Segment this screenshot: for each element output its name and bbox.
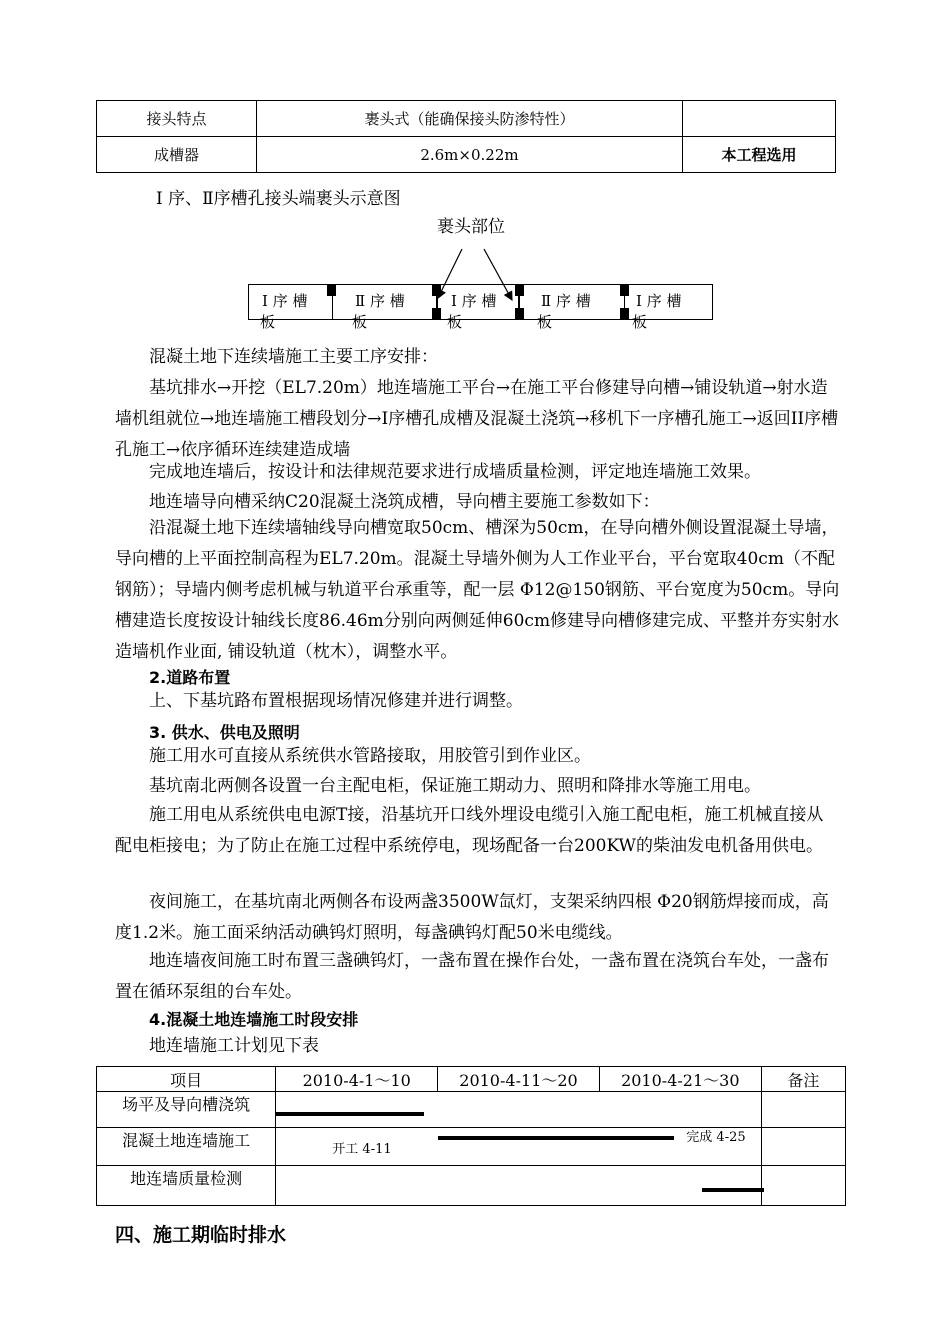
section-heading: 4.混凝土地连墙施工时段安排 <box>149 1010 359 1029</box>
slot-label: Ⅰ 序 槽 <box>636 292 682 310</box>
paragraph: 混凝土地下连续墙施工主要工序安排： <box>149 347 438 367</box>
slot-label-bottom: 板 <box>537 313 553 331</box>
paragraph: 基坑排水→开挖（EL7.20m）地连墙施工平台→在施工平台修建导向槽→铺设轨道→射水造墙机组就位→地连墙施工槽段划分→Ⅰ序槽孔成槽及混凝土浇筑→移机下一序槽孔施工→返回II序槽孔施工→依序循环连续建造成墙 <box>115 378 839 460</box>
gantt-cell <box>276 1166 761 1206</box>
note-cell <box>761 1128 845 1166</box>
table-row <box>97 1067 846 1092</box>
gantt-bar <box>702 1188 764 1192</box>
end-label: 完成 4-25 <box>686 1130 746 1145</box>
diagram-title: Ⅰ 序、Ⅱ序槽孔接头端裹头示意图 <box>156 189 401 209</box>
note-cell <box>761 1166 845 1206</box>
gantt-cell <box>276 1128 761 1166</box>
gantt-bar <box>276 1112 424 1116</box>
table-row <box>97 1166 846 1206</box>
gantt-cell <box>276 1092 761 1128</box>
slot-label-bottom: 板 <box>260 313 276 331</box>
col-header: 2010-4-11～20 <box>438 1067 600 1092</box>
section-heading: 3. 供水、供电及照明 <box>149 723 300 742</box>
spec-value: 裹头式（能确保接头防渗特性） <box>257 101 683 137</box>
diagram-callout: 裹头部位 <box>437 217 505 237</box>
gantt-bar <box>438 1136 674 1140</box>
slot-divider <box>624 284 625 320</box>
slot-label: Ⅰ 序 槽 <box>451 292 497 310</box>
chapter-heading: 四、施工期临时排水 <box>115 1224 287 1246</box>
spec-value: 2.6m×0.22m <box>257 137 683 173</box>
paragraph: 地连墙施工计划见下表 <box>149 1036 319 1056</box>
slot-label-bottom: 板 <box>632 313 648 331</box>
paragraph: 地连墙夜间施工时布置三盏碘钨灯，一盏布置在操作台处，一盏布置在浇筑台车处，一盏布置在循环泵组的台车处。 <box>115 951 829 1002</box>
col-header: 项目 <box>97 1067 276 1092</box>
col-header: 备注 <box>761 1067 845 1092</box>
paragraph: 施工用电从系统供电电源T接，沿基坑开口线外埋设电缆引入施工配电柜，施工机械直接从配电柜接电；为了防止在施工过程中系统停电，现场配备一台200KW的柴油发电机备用供电。 <box>115 805 824 856</box>
slot-label: Ⅰ 序 槽 <box>262 292 308 310</box>
slot-label-bottom: 板 <box>352 313 368 331</box>
paragraph: 基坑南北两侧各设置一台主配电柜，保证施工期动力、照明和降排水等施工用电。 <box>149 776 761 796</box>
table-row <box>97 1092 846 1128</box>
paragraph: 夜间施工，在基坑南北两侧各布设两盏3500W氙灯，支架采纳四根 Φ20钢筋焊接而成，高度1.2米。施工面采纳活动碘钨灯照明，每盏碘钨灯配50米电缆线。 <box>115 892 829 943</box>
paragraph: 施工用水可直接从系统供水管路接取，用胶管引到作业区。 <box>149 746 591 766</box>
paragraph: 上、下基坑路布置根据现场情况修建并进行调整。 <box>149 691 523 711</box>
slot-label: Ⅱ 序 槽 <box>541 292 591 310</box>
spec-label: 接头特点 <box>97 101 257 137</box>
col-header: 2010-4-1～10 <box>276 1067 438 1092</box>
col-header: 2010-4-21～30 <box>599 1067 761 1092</box>
section-heading: 2.道路布置 <box>149 668 231 687</box>
slot-label-bottom: 板 <box>447 313 463 331</box>
start-label: 开工 4-11 <box>332 1142 392 1157</box>
schedule-table <box>96 1066 846 1206</box>
paragraph: 地连墙导向槽采纳C20混凝土浇筑成槽，导向槽主要施工参数如下： <box>149 492 660 512</box>
task-name: 地连墙质量检测 <box>97 1166 276 1206</box>
slot-label: Ⅱ 序 槽 <box>355 292 405 310</box>
table-row <box>97 1128 846 1166</box>
task-name: 场平及导向槽浇筑 <box>97 1092 276 1128</box>
spec-note: 本工程选用 <box>682 137 835 173</box>
paragraph: 沿混凝土地下连续墙轴线导向槽宽取50cm、槽深为50cm，在导向槽外侧设置混凝土导墙，导向槽的上平面控制高程为EL7.20m。混凝土导墙外侧为人工作业平台，平台宽取40cm（不配钢筋）；导墙内侧考虑机械与轨道平台承重等，配一层 Φ12@150钢筋、平台宽度为50cm。导向槽建造长度按设计轴线长度86.46m分别向两侧延伸60cm修建导向槽修建完成、平整并夯实射水造墙机作业面, 铺设轨道（枕木），调整水平。 <box>115 518 840 662</box>
task-name: 混凝土地连墙施工 <box>97 1128 276 1166</box>
slot-divider <box>332 284 333 320</box>
note-cell <box>761 1092 845 1128</box>
spec-label: 成槽器 <box>97 137 257 173</box>
paragraph: 完成地连墙后，按设计和法律规范要求进行成墙质量检测，评定地连墙施工效果。 <box>149 462 761 482</box>
